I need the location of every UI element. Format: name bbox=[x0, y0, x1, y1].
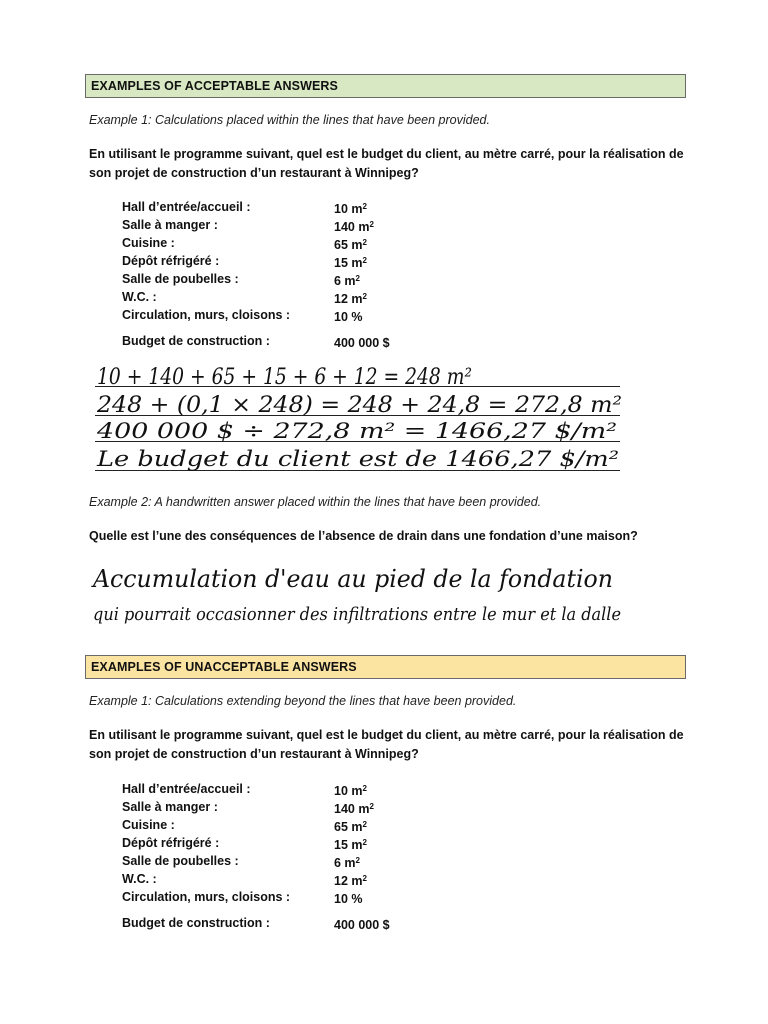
program-label: W.C. : bbox=[122, 290, 157, 304]
program-label: Budget de construction : bbox=[122, 334, 270, 348]
example-note: Example 2: A handwritten answer placed within the lines that have been provided. bbox=[89, 495, 542, 509]
program-value: 10 $m^2$ bbox=[334, 202, 367, 216]
example-note: Example 1: Calculations placed within the lines that have been provided. bbox=[89, 113, 490, 127]
program-value: 65 $m^2$ bbox=[334, 820, 367, 834]
program-label: Hall d’entrée/accueil : bbox=[122, 782, 251, 796]
question-line: son projet de construction d’un restaurant à Winnipeg? bbox=[89, 166, 419, 180]
program-value: 400 000 $ bbox=[334, 336, 390, 350]
handwritten-calc-line: 400 000 $ ÷ 272,8 m² = 1466,27 $/m² bbox=[95, 419, 618, 443]
program-label: Salle à manger : bbox=[122, 218, 218, 232]
handwritten-calc-line: 10 + 140 + 65 + 15 + 6 + 12 = 248 m² bbox=[97, 365, 472, 390]
question-line: En utilisant le programme suivant, quel est le budget du client, au mètre carré, pour la réalisation de bbox=[89, 147, 684, 161]
program-label: W.C. : bbox=[122, 872, 157, 886]
program-value: 10 $m^2$ bbox=[334, 784, 367, 798]
program-label: Cuisine : bbox=[122, 818, 175, 832]
program-label: Dépôt réfrigéré : bbox=[122, 254, 220, 268]
program-label: Budget de construction : bbox=[122, 916, 270, 930]
program-value: 140 $m^2$ bbox=[334, 802, 374, 816]
program-label: Salle de poubelles : bbox=[122, 272, 239, 286]
program-label: Cuisine : bbox=[122, 236, 175, 250]
question-line: En utilisant le programme suivant, quel est le budget du client, au mètre carré, pour la réalisation de bbox=[89, 728, 684, 742]
program-value: 10 % bbox=[334, 310, 363, 324]
program-label: Hall d’entrée/accueil : bbox=[122, 200, 251, 214]
program-value: 65 $m^2$ bbox=[334, 238, 367, 252]
program-label: Circulation, murs, cloisons : bbox=[122, 890, 291, 904]
example-note: Example 1: Calculations extending beyond the lines that have been provided. bbox=[89, 694, 517, 708]
program-label: Salle à manger : bbox=[122, 800, 218, 814]
unacceptable-answers-header: EXAMPLES OF UNACCEPTABLE ANSWERS bbox=[85, 655, 686, 679]
program-value: 12 $m^2$ bbox=[334, 292, 367, 306]
handwritten-answer-line: Accumulation d'eau au pied de la fondation bbox=[91, 565, 614, 593]
program-label: Circulation, murs, cloisons : bbox=[122, 308, 291, 322]
program-value: 400 000 $ bbox=[334, 918, 390, 932]
program-value: 140 $m^2$ bbox=[334, 220, 374, 234]
handwritten-calc-line: Le budget du client est de 1466,27 $/m² bbox=[95, 447, 620, 471]
program-value: 15 $m^2$ bbox=[334, 256, 367, 270]
handwritten-calc-line: 248 + (0,1 × 248) = 248 + 24,8 = 272,8 m² bbox=[95, 393, 623, 418]
program-label: Salle de poubelles : bbox=[122, 854, 239, 868]
question-text: Quelle est l’une des conséquences de l’absence de drain dans une fondation d’une maison? bbox=[89, 529, 638, 543]
program-value: 6 $m^2$ bbox=[334, 274, 360, 288]
program-value: 12 $m^2$ bbox=[334, 874, 367, 888]
program-value: 10 % bbox=[334, 892, 363, 906]
program-value: 6 $m^2$ bbox=[334, 856, 360, 870]
question-text bbox=[89, 726, 689, 764]
program-label: Dépôt réfrigéré : bbox=[122, 836, 220, 850]
handwritten-answer-line: qui pourrait occasionner des infiltrations entre le mur et la dalle bbox=[93, 604, 621, 625]
acceptable-answers-header: EXAMPLES OF ACCEPTABLE ANSWERS bbox=[85, 74, 686, 98]
program-value: 15 $m^2$ bbox=[334, 838, 367, 852]
question-line: son projet de construction d’un restaurant à Winnipeg? bbox=[89, 747, 419, 761]
